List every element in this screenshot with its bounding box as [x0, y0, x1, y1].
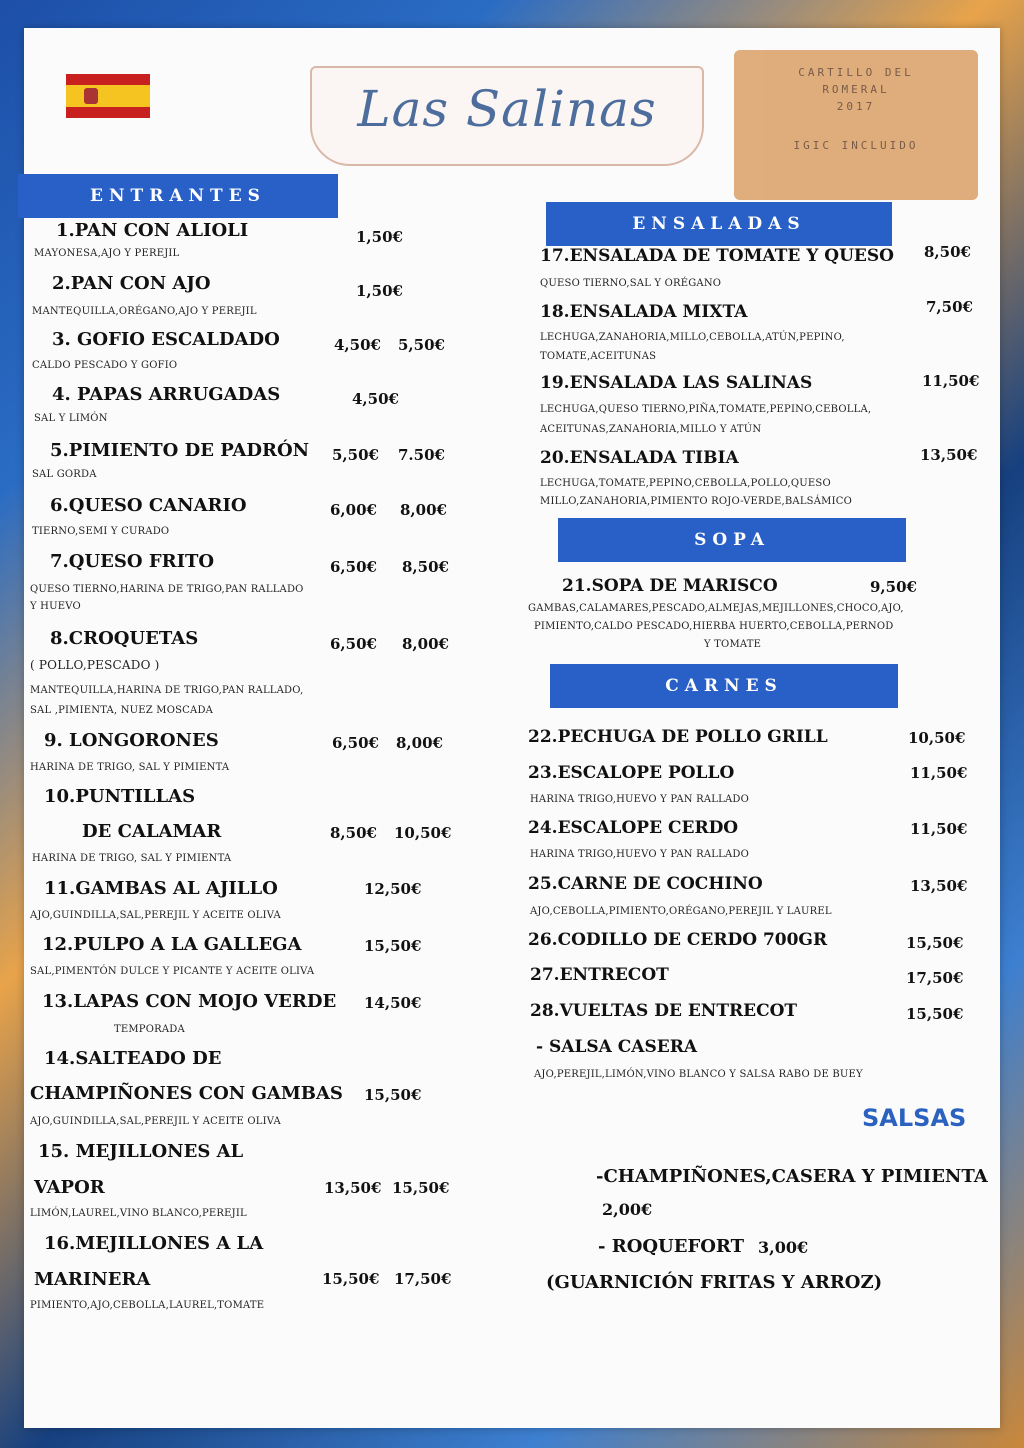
menu-item-name: 15. MEJILLONES AL [38, 1141, 244, 1162]
menu-item-price: 8,50€ [924, 243, 971, 261]
menu-item-price: 15,50€ [364, 1086, 422, 1104]
spain-flag-icon [66, 74, 150, 118]
menu-item-name: 24.ESCALOPE CERDO [528, 818, 739, 838]
menu-item-price: 13,50€ [910, 877, 968, 895]
menu-item-price: 8,50€ [402, 558, 449, 576]
menu-item-price: 17,50€ [906, 969, 964, 987]
menu-item-name: 22.PECHUGA DE POLLO GRILL [528, 727, 828, 747]
stamp-line3: 2017 [836, 100, 876, 113]
logo-banner [310, 66, 704, 166]
menu-item-name: 9. LONGORONES [44, 730, 219, 751]
menu-item-name: 27.ENTRECOT [530, 965, 669, 985]
menu-item-price: 15,50€ [906, 934, 964, 952]
menu-item-price: 13,50€ [920, 446, 978, 464]
menu-item-price: 15,50€ [364, 937, 422, 955]
menu-item-desc: QUESO TIERNO,SAL Y ORÉGANO [540, 278, 722, 289]
menu-item-price: 15,50€ [906, 1005, 964, 1023]
section-ensaladas: ENSALADAS [546, 202, 892, 246]
menu-item-price: 5,50€ [332, 446, 379, 464]
menu-item-desc: Y HUEVO [30, 601, 81, 612]
menu-item-price: 15,50€ [392, 1179, 450, 1197]
section-entrantes: ENTRANTES [18, 174, 338, 218]
menu-item-name: 3. GOFIO ESCALDADO [52, 329, 280, 350]
menu-item-desc: MANTEQUILLA,HARINA DE TRIGO,PAN RALLADO, [30, 685, 304, 696]
salsa-item: - ROQUEFORT [598, 1236, 744, 1257]
menu-item-name: 7.QUESO FRITO [50, 551, 215, 572]
menu-item-desc: SAL Y LIMÓN [34, 413, 108, 424]
menu-item-name: 18.ENSALADA MIXTA [540, 302, 748, 322]
menu-item-price: 10,50€ [394, 824, 452, 842]
menu-item-desc: HARINA TRIGO,HUEVO Y PAN RALLADO [530, 794, 749, 805]
menu-item-price: 9,50€ [870, 578, 917, 596]
menu-item-name: 25.CARNE DE COCHINO [528, 874, 763, 894]
menu-item-name: 11.GAMBAS AL AJILLO [44, 878, 278, 899]
menu-item-name: 20.ENSALADA TIBIA [540, 448, 739, 468]
menu-item-name: 26.CODILLO DE CERDO 700GR [528, 930, 828, 950]
menu-item-price: 11,50€ [910, 764, 968, 782]
menu-item-desc: QUESO TIERNO,HARINA DE TRIGO,PAN RALLADO [30, 584, 304, 595]
menu-item-desc: TIERNO,SEMI Y CURADO [32, 526, 170, 537]
menu-item-name: 19.ENSALADA LAS SALINAS [540, 373, 813, 393]
section-carnes: CARNES [550, 664, 898, 708]
menu-item-name-line2: DE CALAMAR [82, 821, 222, 842]
stamp [734, 50, 978, 200]
section-salsas: SALSAS [862, 1104, 967, 1132]
menu-item-name-line2: CHAMPIÑONES CON GAMBAS [30, 1083, 343, 1104]
menu-item-name: 12.PULPO A LA GALLEGA [42, 934, 302, 955]
menu-item-name: 10.PUNTILLAS [44, 786, 196, 807]
menu-item-name: 1.PAN CON ALIOLI [56, 220, 249, 241]
menu-item-price: 6,50€ [330, 558, 377, 576]
menu-item-price: 1,50€ [356, 228, 403, 246]
menu-item-desc: AJO,CEBOLLA,PIMIENTO,ORÉGANO,PEREJIL Y LAUREL [530, 906, 832, 917]
menu-item-price: 7.50€ [398, 446, 445, 464]
menu-item-name: 2.PAN CON AJO [52, 273, 211, 294]
menu-item-price: 8,00€ [402, 635, 449, 653]
menu-item-desc: PIMIENTO,AJO,CEBOLLA,LAUREL,TOMATE [30, 1300, 265, 1311]
menu-item-desc: AJO,PEREJIL,LIMÓN,VINO BLANCO Y SALSA RABO DE BUEY [534, 1069, 863, 1080]
menu-item-name: 17.ENSALADA DE TOMATE Y QUESO [540, 246, 894, 266]
menu-item-desc: MILLO,ZANAHORIA,PIMIENTO ROJO-VERDE,BALSÁMICO [540, 496, 852, 507]
menu-item-price: 8,00€ [396, 734, 443, 752]
menu-item-price: 11,50€ [910, 820, 968, 838]
menu-item-desc: HARINA DE TRIGO, SAL Y PIMIENTA [30, 762, 230, 773]
menu-item-desc: LECHUGA,ZANAHORIA,MILLO,CEBOLLA,ATÚN,PEPINO, [540, 332, 845, 343]
salsa-price: 2,00€ [602, 1200, 653, 1219]
menu-item-price: 11,50€ [922, 372, 980, 390]
menu-item-price: 8,00€ [400, 501, 447, 519]
brand-name: Las Salinas [357, 80, 657, 138]
stamp-line2: ROMERAL [822, 83, 890, 96]
menu-item-desc: ACEITUNAS,ZANAHORIA,MILLO Y ATÚN [540, 424, 762, 435]
menu-item-price: 7,50€ [926, 298, 973, 316]
menu-item-price: 6,00€ [330, 501, 377, 519]
menu-item-name: 5.PIMIENTO DE PADRÓN [50, 440, 310, 461]
menu-item-name: 13.LAPAS CON MOJO VERDE [42, 991, 337, 1012]
menu-item-name: 23.ESCALOPE POLLO [528, 763, 735, 783]
menu-item-desc: MANTEQUILLA,ORÉGANO,AJO Y PEREJIL [32, 306, 257, 317]
menu-item-desc: TOMATE,ACEITUNAS [540, 351, 657, 362]
menu-item-price: 15,50€ [322, 1270, 380, 1288]
menu-item-name: 6.QUESO CANARIO [50, 495, 247, 516]
menu-item-name: 8.CROQUETAS [50, 628, 199, 649]
menu-item-desc: HARINA DE TRIGO, SAL Y PIMIENTA [32, 853, 232, 864]
menu-item-desc: HARINA TRIGO,HUEVO Y PAN RALLADO [530, 849, 749, 860]
salsa-price: 3,00€ [758, 1238, 809, 1257]
menu-item-desc: CALDO PESCADO Y GOFIO [32, 360, 178, 371]
menu-item-price: 14,50€ [364, 994, 422, 1012]
menu-item-desc: SAL,PIMENTÓN DULCE Y PICANTE Y ACEITE OLIVA [30, 966, 315, 977]
menu-item-name: 4. PAPAS ARRUGADAS [52, 384, 281, 405]
menu-item-price: 4,50€ [334, 336, 381, 354]
menu-item-desc: LECHUGA,TOMATE,PEPINO,CEBOLLA,POLLO,QUESO [540, 478, 831, 489]
menu-item-price: 12,50€ [364, 880, 422, 898]
menu-item-desc: GAMBAS,CALAMARES,PESCADO,ALMEJAS,MEJILLONES,CHOCO,AJO, [528, 603, 904, 614]
stamp-line1: CARTILLO DEL [798, 66, 914, 79]
menu-item-name-line2: VAPOR [34, 1177, 105, 1198]
menu-item-desc: Y TOMATE [704, 639, 762, 650]
menu-item-name: 28.VUELTAS DE ENTRECOT [530, 1001, 798, 1021]
menu-item-name-line2: MARINERA [34, 1269, 151, 1290]
menu-item-price: 13,50€ [324, 1179, 382, 1197]
menu-item-name: 16.MEJILLONES A LA [44, 1233, 264, 1254]
menu-item-price: 6,50€ [332, 734, 379, 752]
menu-item-desc: SAL ,PIMIENTA, NUEZ MOSCADA [30, 705, 214, 716]
menu-item-price: 10,50€ [908, 729, 966, 747]
menu-item-desc: SAL GORDA [32, 469, 97, 480]
menu-item-desc: TEMPORADA [114, 1024, 185, 1035]
menu-item-price: 17,50€ [394, 1270, 452, 1288]
menu-item-price: 4,50€ [352, 390, 399, 408]
menu-item-desc: MAYONESA,AJO Y PEREJIL [34, 248, 180, 259]
salsa-item: -CHAMPIÑONES,CASERA Y PIMIENTA [596, 1166, 988, 1187]
menu-item-name: - SALSA CASERA [536, 1037, 698, 1057]
menu-item-price: 5,50€ [398, 336, 445, 354]
menu-item-sub: ( POLLO,PESCADO ) [30, 658, 160, 672]
menu-item-desc: PIMIENTO,CALDO PESCADO,HIERBA HUERTO,CEBOLLA,PERNOD [534, 621, 894, 632]
menu-item-price: 6,50€ [330, 635, 377, 653]
menu-item-name: 21.SOPA DE MARISCO [562, 576, 778, 596]
section-sopa: SOPA [558, 518, 906, 562]
menu-item-desc: AJO,GUINDILLA,SAL,PEREJIL Y ACEITE OLIVA [30, 1116, 281, 1127]
salsa-note: (GUARNICIÓN FRITAS Y ARROZ) [546, 1272, 883, 1293]
menu-item-name: 14.SALTEADO DE [44, 1048, 222, 1069]
menu-item-desc: LIMÓN,LAUREL,VINO BLANCO,PEREJIL [30, 1208, 247, 1219]
stamp-line4: IGIC INCLUIDO [793, 139, 919, 152]
menu-item-desc: LECHUGA,QUESO TIERNO,PIÑA,TOMATE,PEPINO,CEBOLLA, [540, 404, 872, 415]
menu-item-price: 8,50€ [330, 824, 377, 842]
menu-item-desc: AJO,GUINDILLA,SAL,PEREJIL Y ACEITE OLIVA [30, 910, 281, 921]
menu-item-price: 1,50€ [356, 282, 403, 300]
